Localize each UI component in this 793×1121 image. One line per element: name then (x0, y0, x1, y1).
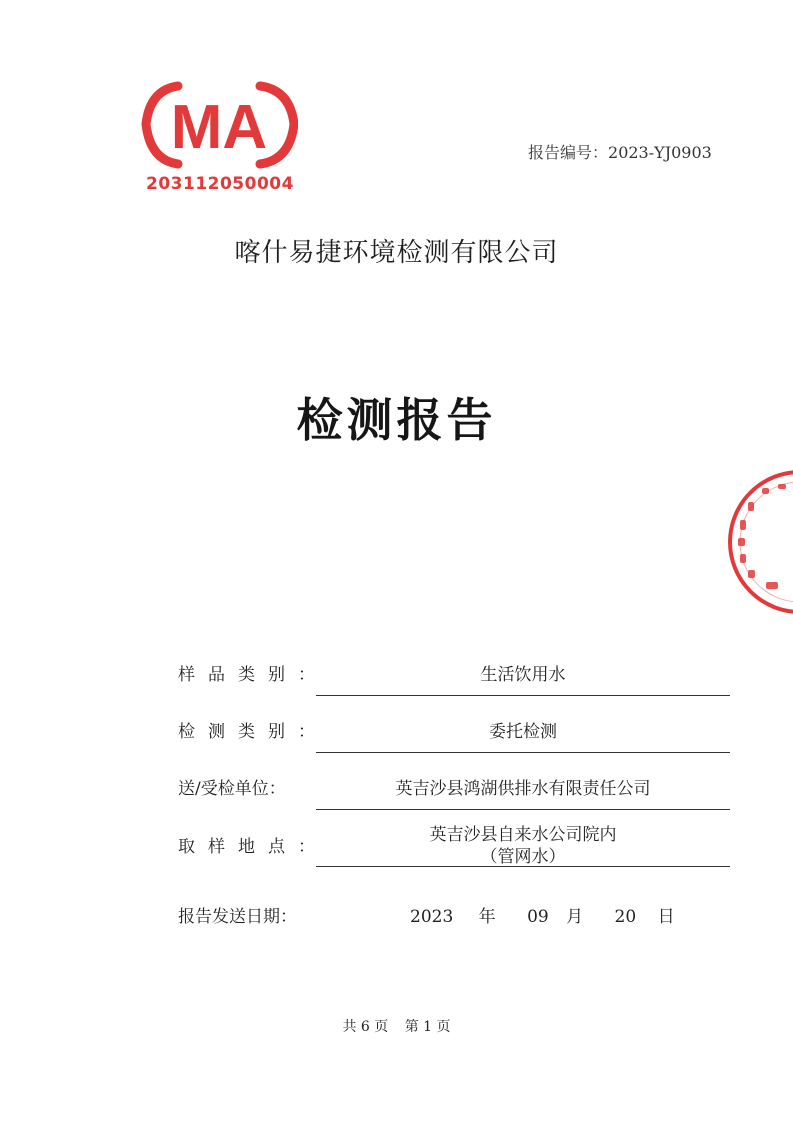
location-value-line2: （管网水） (480, 847, 566, 867)
issue-date-day: 20 (614, 907, 637, 927)
document-title: 检测报告 (296, 393, 497, 447)
test-type-label: 检测类别： (178, 722, 328, 742)
report-number-value: 2023-YJ0903 (608, 143, 712, 162)
client-label: 送/受检单位： (178, 779, 286, 799)
location-label: 取样地点： (178, 837, 328, 857)
test-type-underline (316, 752, 730, 753)
issue-date-label: 报告发送日期： (178, 907, 297, 927)
current-page: 第 1 页 (404, 1019, 451, 1035)
location-underline (316, 866, 730, 867)
official-seal-icon (718, 462, 793, 622)
sample-type-value: 生活饮用水 (480, 665, 566, 685)
total-pages: 共 6 页 (342, 1019, 389, 1035)
client-underline (316, 809, 730, 810)
issue-date-month: 09 (527, 907, 549, 927)
issue-date-month-unit: 月 (566, 907, 584, 927)
test-type-value: 委托检测 (489, 722, 557, 742)
cma-number: 203112050004 (146, 174, 294, 194)
page-footer (0, 1016, 793, 1036)
issue-date-year: 2023 (410, 907, 454, 927)
report-number-label: 报告编号： (528, 143, 609, 162)
location-value-line1: 英吉沙县自来水公司院内 (429, 825, 617, 845)
issue-date-value (410, 902, 675, 927)
issue-date-year-unit: 年 (478, 907, 496, 927)
sample-type-underline (316, 695, 730, 696)
svg-text:MA: MA (170, 93, 268, 162)
sample-type-label: 样品类别： (178, 665, 328, 685)
cma-stamp-icon (140, 78, 298, 170)
issue-date-day-unit: 日 (657, 907, 675, 927)
report-number (528, 140, 712, 163)
client-value: 英吉沙县鸿湖供排水有限责任公司 (395, 779, 651, 799)
company-name: 喀什易捷环境检测有限公司 (234, 238, 559, 268)
